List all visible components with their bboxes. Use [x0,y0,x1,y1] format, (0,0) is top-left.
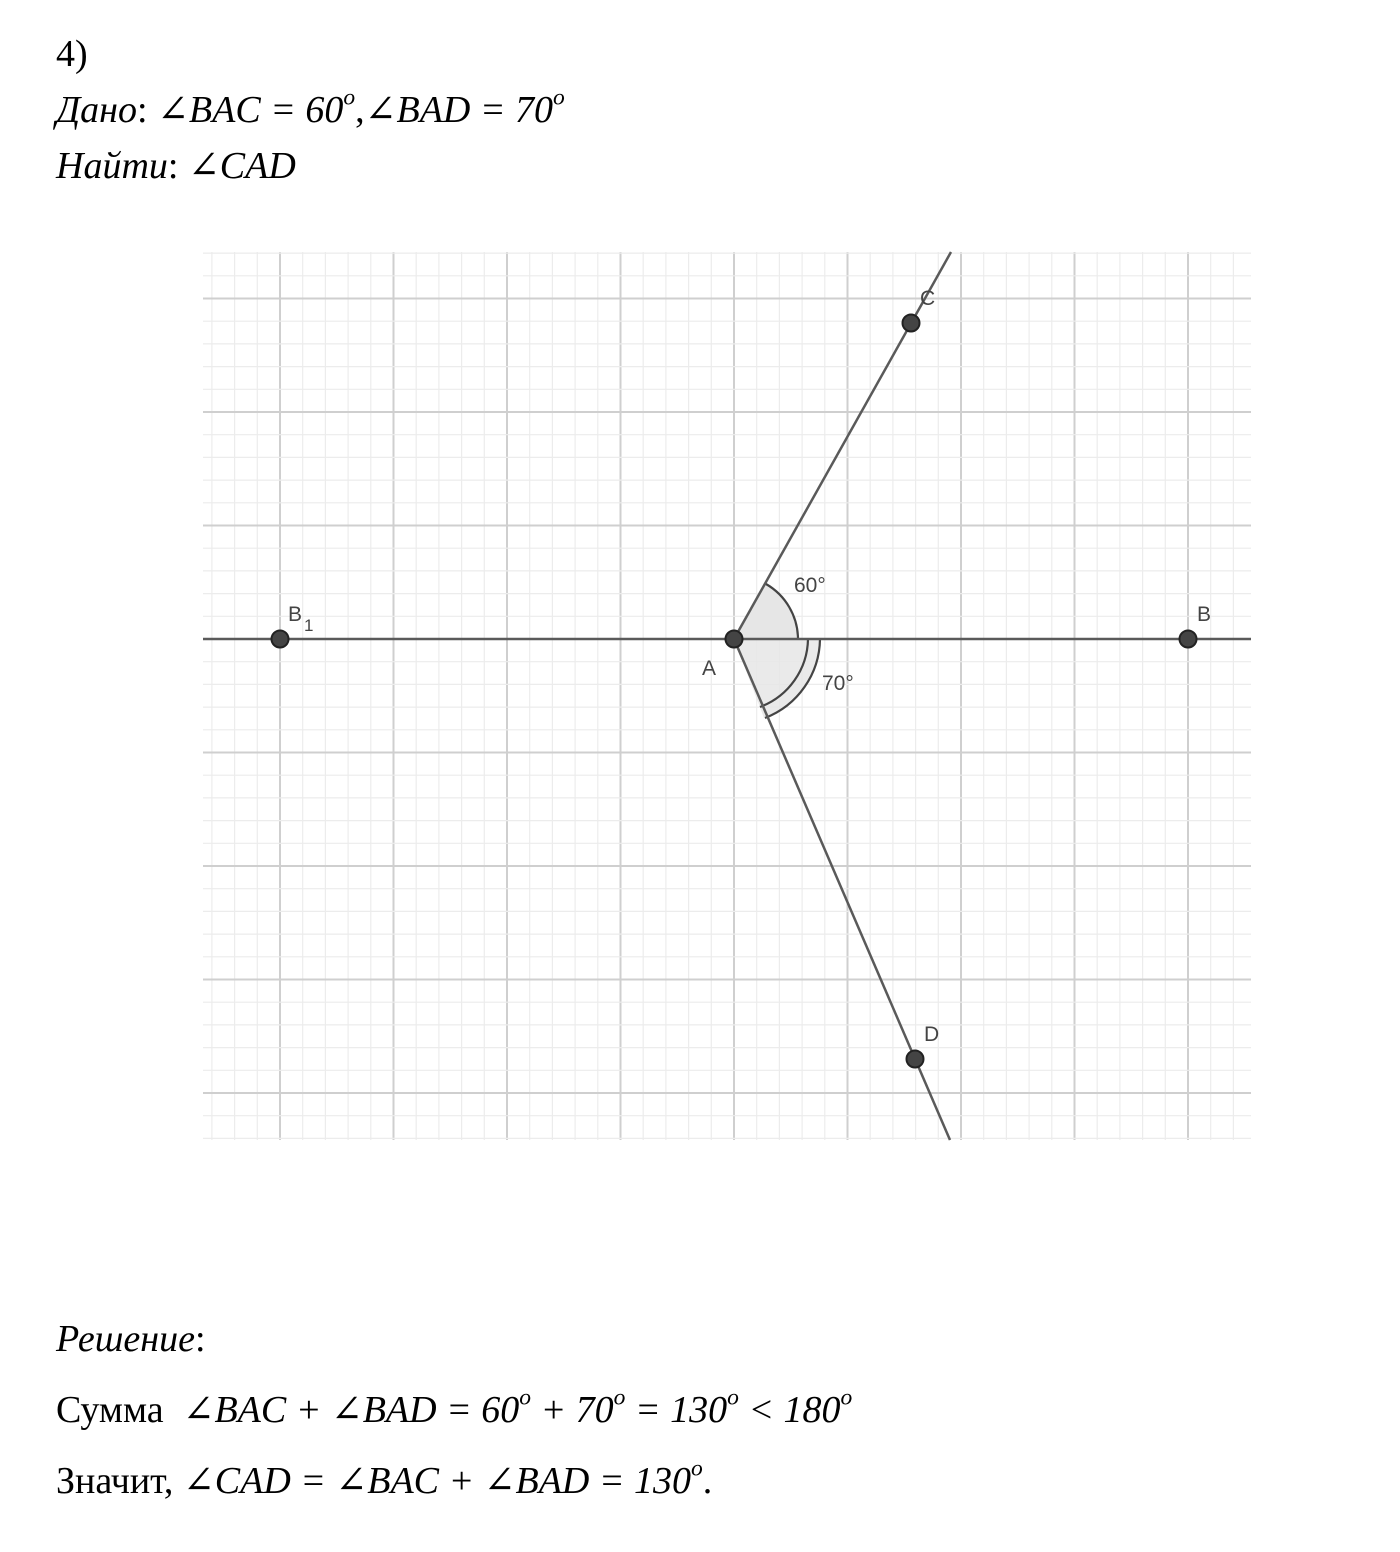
point-b [1180,631,1197,648]
find-label: Найти [56,145,168,187]
label-c: C [920,287,936,310]
degree-mark: o [519,1384,531,1411]
given-expr-1: ∠BAC = 60 [157,89,344,131]
point-a [726,631,743,648]
degree-mark: o [553,84,565,111]
solution-title-line [56,1320,206,1358]
degree-mark: o [691,1455,703,1482]
degree-mark: o [727,1384,739,1411]
grid [203,252,1251,1140]
solution-colon: : [194,1318,206,1360]
conclusion-expr: ∠CAD = ∠BAC + ∠BAD = 130 [182,1460,692,1502]
sum-expr-3: = 130 [625,1389,728,1431]
degree-mark: o [613,1384,626,1411]
solution-line-2 [56,1455,713,1502]
label-b1-sub: 1 [304,616,314,635]
given-colon: : [137,89,158,131]
solution-line-1 [56,1384,853,1431]
conclusion-word: Значит, [56,1460,174,1502]
given-expr-2: ∠BAD = 70 [364,89,553,131]
sum-expr-4: < 180 [738,1389,841,1431]
sum-expr-2: + 70 [531,1389,614,1431]
point-b1 [272,631,289,648]
given-label: Дано [56,89,138,131]
angle-label-60: 60° [794,574,826,597]
point-c [903,315,920,332]
given-separator: , [355,89,365,131]
angle-label-70: 70° [822,672,854,695]
conclusion-period: . [702,1460,713,1502]
find-expr: ∠CAD [187,145,296,187]
label-a: A [702,657,717,680]
degree-mark: o [343,84,356,111]
problem-number-text: 4) [56,33,88,75]
angle-bac-sector [734,584,798,639]
label-b1-main: B [288,603,303,626]
label-b1 [288,603,313,635]
find-colon: : [167,145,188,187]
point-d [907,1051,924,1068]
ray-ac [734,252,951,639]
label-d: D [924,1023,940,1046]
solution-title: Решение [56,1318,195,1360]
sum-word: Сумма [56,1389,164,1431]
label-b: B [1197,603,1212,626]
sum-expr-1: ∠BAC + ∠BAD = 60 [182,1389,520,1431]
degree-mark: o [840,1384,853,1411]
